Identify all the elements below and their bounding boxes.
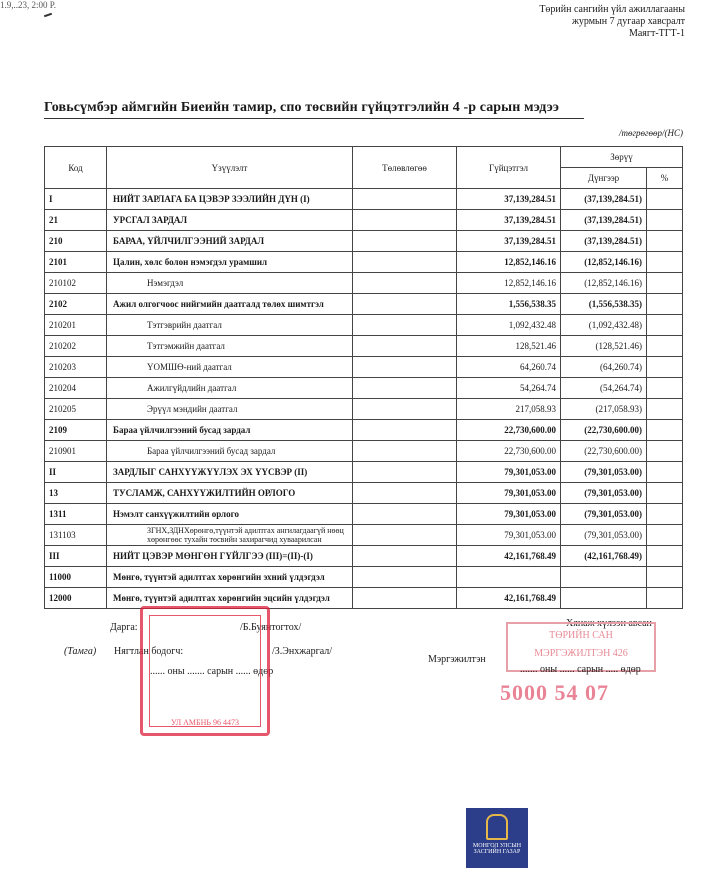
row-indicator: ҮОМШӨ-ний даатгал [107, 357, 353, 378]
row-difference: (64,260.74) [561, 357, 647, 378]
logo-line-1: МОНГОЛ УЛСЫН [472, 843, 522, 849]
row-plan [353, 189, 457, 210]
row-code: 210102 [45, 273, 107, 294]
row-difference: (79,301,053.00) [561, 525, 647, 546]
row-code: 13 [45, 483, 107, 504]
director-name: /Б.Буянтогтох/ [240, 622, 302, 633]
treasury-stamp-row-1: ТӨРИЙН САН [549, 630, 613, 641]
row-plan [353, 483, 457, 504]
row-actual: 42,161,768.49 [457, 546, 561, 567]
header-difference: Зөрүү [561, 147, 683, 168]
row-actual: 12,852,146.16 [457, 252, 561, 273]
form-reference [539, 4, 685, 40]
header-actual: Гүйцэтгэл [457, 147, 561, 189]
table-row [45, 357, 683, 378]
row-percent [647, 504, 683, 525]
row-code: III [45, 546, 107, 567]
row-code: 2109 [45, 420, 107, 441]
row-indicator: Тэтгэврийн даатгал [107, 315, 353, 336]
table-row [45, 210, 683, 231]
row-plan [353, 210, 457, 231]
row-plan [353, 294, 457, 315]
row-difference: (217,058.93) [561, 399, 647, 420]
row-indicator: Эрүүл мэндийн даатгал [107, 399, 353, 420]
row-percent [647, 252, 683, 273]
row-percent [647, 462, 683, 483]
document-title: Говьсүмбэр аймгийн Биеийн тамир, спо төсвийн гүйцэтгэлийн 4 -р сарын мэдээ [44, 100, 560, 115]
row-difference: (22,730,600.00) [561, 420, 647, 441]
row-code: II [45, 462, 107, 483]
soyombo-icon [486, 814, 508, 840]
row-indicator: ЗГНХ,ЗДНХөрөнгө,түүнтэй адилтгах ангилагдаагүй нөөц хөрөнгөөс тухайн төсвийн захирагчид хуваарилсан [107, 525, 353, 546]
row-plan [353, 504, 457, 525]
accountant-label: Нягтлан бодогч: [114, 646, 184, 657]
row-plan [353, 441, 457, 462]
row-plan [353, 315, 457, 336]
row-difference [561, 588, 647, 609]
row-code: 210205 [45, 399, 107, 420]
row-indicator: Бараа үйлчилгээний бусад зардал [107, 441, 353, 462]
row-code: 2101 [45, 252, 107, 273]
official-seal-text: УЛ АМБНЬ 96 4473 [170, 718, 240, 727]
received-label: Хянаж хүлээн авсан [566, 618, 652, 629]
header-amount: Дүнгээр [561, 168, 647, 189]
row-code: 21 [45, 210, 107, 231]
row-percent [647, 567, 683, 588]
row-code: 11000 [45, 567, 107, 588]
row-code: 210901 [45, 441, 107, 462]
row-plan [353, 378, 457, 399]
table-row [45, 525, 683, 546]
unit-label: /төгрөгөөр/(НС) [618, 128, 683, 138]
logo-line-2: ЗАСГИЙН ГАЗАР [473, 849, 521, 855]
row-indicator: Ажил олгогчоос нийгмийн даатгалд төлөх шимтгэл [107, 294, 353, 315]
row-actual: 79,301,053.00 [457, 504, 561, 525]
row-plan [353, 357, 457, 378]
table-row [45, 294, 683, 315]
row-indicator: НИЙТ ЦЭВЭР МӨНГӨН ГҮЙЛГЭЭ (III)=(II)-(I) [107, 546, 353, 567]
table-row [45, 189, 683, 210]
row-percent [647, 357, 683, 378]
table-row [45, 567, 683, 588]
row-plan [353, 273, 457, 294]
row-indicator: ЗАРДЛЫГ САНХҮҮЖҮҮЛЭХ ЭХ ҮҮСВЭР (II) [107, 462, 353, 483]
date-stamp: 5000 54 07 [500, 680, 609, 705]
row-percent [647, 210, 683, 231]
row-code: 210203 [45, 357, 107, 378]
row-actual: 217,058.93 [457, 399, 561, 420]
table-row [45, 378, 683, 399]
header-code: Код [45, 147, 107, 189]
row-plan [353, 546, 457, 567]
row-percent [647, 231, 683, 252]
row-plan [353, 420, 457, 441]
specialist-date-line: ....... оны ...... сарын ..... өдөр [520, 664, 641, 675]
row-code: 2102 [45, 294, 107, 315]
government-logo [466, 808, 528, 868]
row-percent [647, 273, 683, 294]
row-indicator: Бараа үйлчилгээний бусад зардал [107, 420, 353, 441]
row-actual: 1,556,538.35 [457, 294, 561, 315]
row-percent [647, 546, 683, 567]
table-row [45, 399, 683, 420]
row-indicator: НИЙТ ЗАРЛАГА БА ЦЭВЭР ЗЭЭЛИЙН ДҮН (I) [107, 189, 353, 210]
table-body [45, 189, 683, 609]
form-reference-line-3: Маягт-ТГТ-1 [628, 28, 685, 39]
row-percent [647, 483, 683, 504]
row-difference: (128,521.46) [561, 336, 647, 357]
row-actual [457, 567, 561, 588]
row-difference: (42,161,768.49) [561, 546, 647, 567]
row-actual: 54,264.74 [457, 378, 561, 399]
row-indicator: Цалин, хөлс болон нэмэгдэл урамшил [107, 252, 353, 273]
row-plan [353, 588, 457, 609]
row-indicator: Мөнгө, түүнтэй адилтгах хөрөнгийн эцсийн үлдэгдэл [107, 588, 353, 609]
row-percent [647, 294, 683, 315]
row-indicator: Ажилгүйдлийн даатгал [107, 378, 353, 399]
table-row [45, 420, 683, 441]
row-indicator: Тэтгэмжийн даатгал [107, 336, 353, 357]
row-indicator: УРСГАЛ ЗАРДАЛ [107, 210, 353, 231]
signature-date-line: ...... оны ....... сарын ...... өдөр [150, 666, 274, 677]
row-actual: 37,139,284.51 [457, 231, 561, 252]
row-code: 210 [45, 231, 107, 252]
header-percent: % [647, 168, 683, 189]
table-row [45, 315, 683, 336]
accountant-name: /З.Энхжаргал/ [272, 646, 332, 657]
row-actual: 64,260.74 [457, 357, 561, 378]
treasury-stamp-row-2: МЭРГЭЖИЛТЭН 426 [534, 648, 628, 659]
row-actual: 42,161,768.49 [457, 588, 561, 609]
header-plan: Төлөвлөгөө [353, 147, 457, 189]
row-code: 210202 [45, 336, 107, 357]
director-label: Дарга: [110, 622, 138, 633]
corner-mark: 1.9,..23, 2:00 P. [0, 0, 57, 10]
row-actual: 79,301,053.00 [457, 525, 561, 546]
row-indicator: Нэмэгдэл [107, 273, 353, 294]
row-difference: (37,139,284.51) [561, 210, 647, 231]
table-row [45, 546, 683, 567]
pen-mark [44, 13, 52, 18]
title-underline [44, 118, 584, 119]
row-difference: (22,730,600.00) [561, 441, 647, 462]
row-indicator: ТУСЛАМЖ, САНХҮҮЖИЛТИЙН ОРЛОГО [107, 483, 353, 504]
row-percent [647, 441, 683, 462]
row-actual: 37,139,284.51 [457, 210, 561, 231]
row-actual: 37,139,284.51 [457, 189, 561, 210]
row-indicator: Нэмэлт санхүүжилтийн орлого [107, 504, 353, 525]
row-difference: (79,301,053.00) [561, 504, 647, 525]
row-plan [353, 336, 457, 357]
row-percent [647, 315, 683, 336]
table-row [45, 441, 683, 462]
row-percent [647, 588, 683, 609]
table-row [45, 588, 683, 609]
table-row [45, 462, 683, 483]
row-difference: (79,301,053.00) [561, 462, 647, 483]
row-plan [353, 231, 457, 252]
table-row [45, 483, 683, 504]
row-indicator: БАРАА, ҮЙЛЧИЛГЭЭНИЙ ЗАРДАЛ [107, 231, 353, 252]
table-row [45, 336, 683, 357]
form-reference-line-2: журмын 7 дугаар хавсралт [571, 16, 685, 27]
row-code: 210201 [45, 315, 107, 336]
row-percent [647, 420, 683, 441]
row-plan [353, 525, 457, 546]
row-difference [561, 567, 647, 588]
budget-report-table [44, 146, 683, 609]
row-difference: (37,139,284.51) [561, 189, 647, 210]
row-difference: (54,264.74) [561, 378, 647, 399]
row-difference: (1,092,432.48) [561, 315, 647, 336]
row-actual: 22,730,600.00 [457, 420, 561, 441]
table-row [45, 252, 683, 273]
row-actual: 128,521.46 [457, 336, 561, 357]
header-indicator: Үзүүлэлт [107, 147, 353, 189]
row-difference: (79,301,053.00) [561, 483, 647, 504]
row-actual: 79,301,053.00 [457, 462, 561, 483]
row-percent [647, 378, 683, 399]
row-code: 131103 [45, 525, 107, 546]
form-reference-line-1: Төрийн сангийн үйл ажиллагааны [539, 4, 685, 15]
row-code: 210204 [45, 378, 107, 399]
row-plan [353, 462, 457, 483]
row-code: 12000 [45, 588, 107, 609]
row-difference: (12,852,146.16) [561, 273, 647, 294]
row-actual: 1,092,432.48 [457, 315, 561, 336]
row-plan [353, 399, 457, 420]
table-row [45, 504, 683, 525]
row-difference: (12,852,146.16) [561, 252, 647, 273]
row-difference: (37,139,284.51) [561, 231, 647, 252]
row-actual: 22,730,600.00 [457, 441, 561, 462]
row-percent [647, 336, 683, 357]
row-plan [353, 567, 457, 588]
row-code: I [45, 189, 107, 210]
official-seal-inner [149, 615, 261, 727]
official-seal [140, 606, 270, 736]
row-actual: 79,301,053.00 [457, 483, 561, 504]
row-actual: 12,852,146.16 [457, 273, 561, 294]
row-percent [647, 399, 683, 420]
specialist-label: Мэргэжилтэн [428, 654, 486, 665]
row-percent [647, 189, 683, 210]
row-difference: (1,556,538.35) [561, 294, 647, 315]
table-row [45, 231, 683, 252]
row-code: 1311 [45, 504, 107, 525]
row-plan [353, 252, 457, 273]
table-row [45, 273, 683, 294]
stamp-label: (Тамга) [64, 646, 97, 657]
row-indicator: Мөнгө, түүнтэй адилтгах хөрөнгийн эхний үлдэгдэл [107, 567, 353, 588]
row-percent [647, 525, 683, 546]
